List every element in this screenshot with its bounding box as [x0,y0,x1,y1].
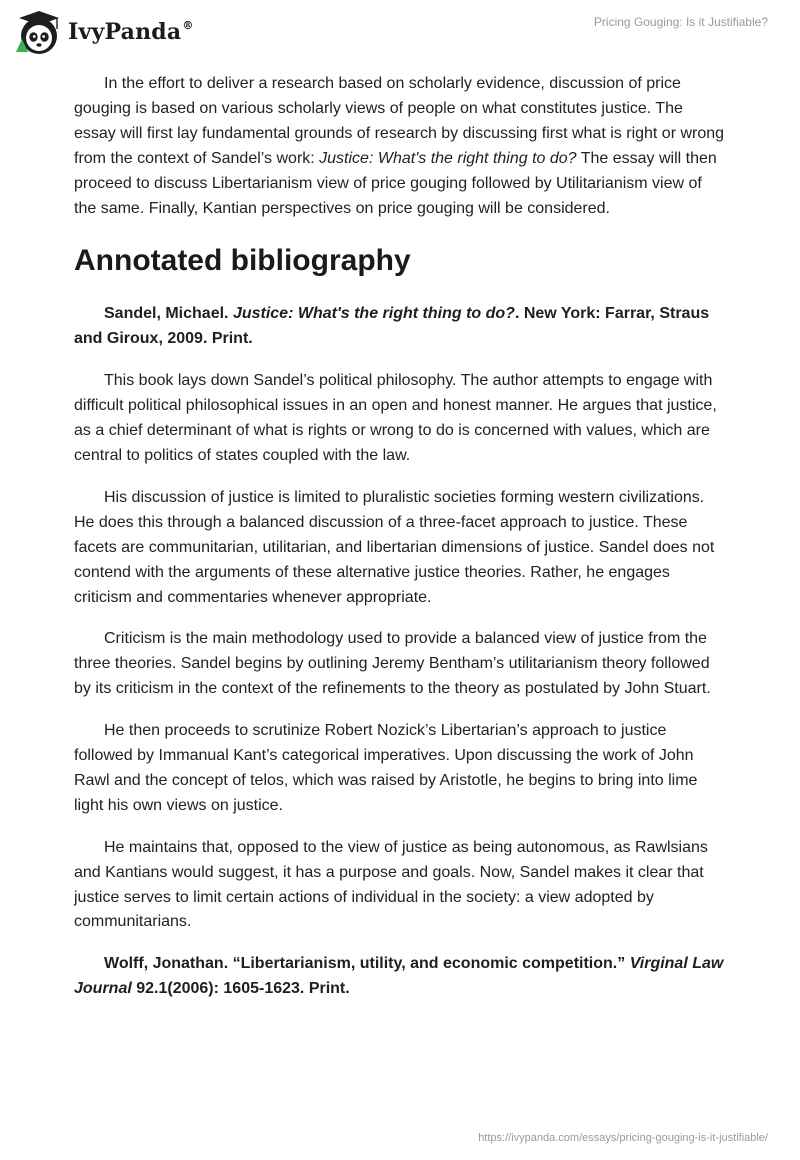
bibliography-entry-sandel: Sandel, Michael. Justice: What's the right thing to do?. New York: Farrar, Straus and Giroux, 2009. Print. [74,305,710,348]
panda-logo-icon [14,8,64,56]
essay-content [74,72,726,1002]
page-header [0,0,800,64]
brand-name: IvyPanda® [68,18,194,45]
annotation-paragraph: He maintains that, opposed to the view of justice as being autonomous, as Rawlsians and Kantians would suggest, it has a purpose and goals. Now, Sandel makes it clear that justice serves to limit certain actions of individual in the society: a view adopted by communitarians. [74,838,708,931]
intro-paragraph: In the effort to deliver a research based on scholarly evidence, discussion of price gouging is based on various scholarly views of people on what constitutes justice. The essay will first lay fundamental grounds of research by discussing first what is right or wrong from the context of Sandel’s work: Justice: What's the right thing to do? The essay will then proceed to discuss Libertarianism view of price gouging followed by Utilitarianism view of the same. Finally, Kantian perspectives on price gouging will be considered. [74,75,725,217]
bibliography-entry-wolff: Wolff, Jonathan. “Libertarianism, utility, and economic competition.” Virginal Law Journal 92.1(2006): 1605-1623. Print. [74,955,724,998]
annotation-paragraph: His discussion of justice is limited to pluralistic societies forming western civilizations. He does this through a balanced discussion of a three-facet approach to justice. These facets are communitarian, utilitarian, and libertarian dimensions of justice. Sandel does not contend with the arguments of these alternative justice theories. Rather, he engages criticism and commentaries whenever appropriate. [74,488,715,606]
document-title: Pricing Gouging: Is it Justifiable? [593,15,768,29]
annotation-paragraph: This book lays down Sandel’s political philosophy. The author attempts to engage with difficult political philosophical issues in an open and honest manner. He argues that justice, as a chief determinant of what is rights or wrong to do is concerned with values, which are central to politics of states coupled with the law. [74,372,717,464]
annotation-paragraph: He then proceeds to scrutinize Robert Nozick’s Libertarian’s approach to justice followed by Immanual Kant’s categorical imperatives. Upon discussing the work of John Rawl and the concept of telos, which was raised by Aristotle, he begins to bring into lime light his own views on justice. [74,722,698,814]
source-url-link[interactable]: https://ivypanda.com/essays/pricing-gouging-is-it-justifiable/ [478,1132,768,1144]
section-heading: Annotated bibliography [74,244,411,278]
annotation-paragraph: Criticism is the main methodology used to provide a balanced view of justice from the three theories. Sandel begins by outlining Jeremy Bentham’s utilitarianism theory followed by its criticism in the context of the refinements to the theory as postulated by John Stuart. [74,630,711,698]
brand-logo[interactable] [14,8,194,56]
